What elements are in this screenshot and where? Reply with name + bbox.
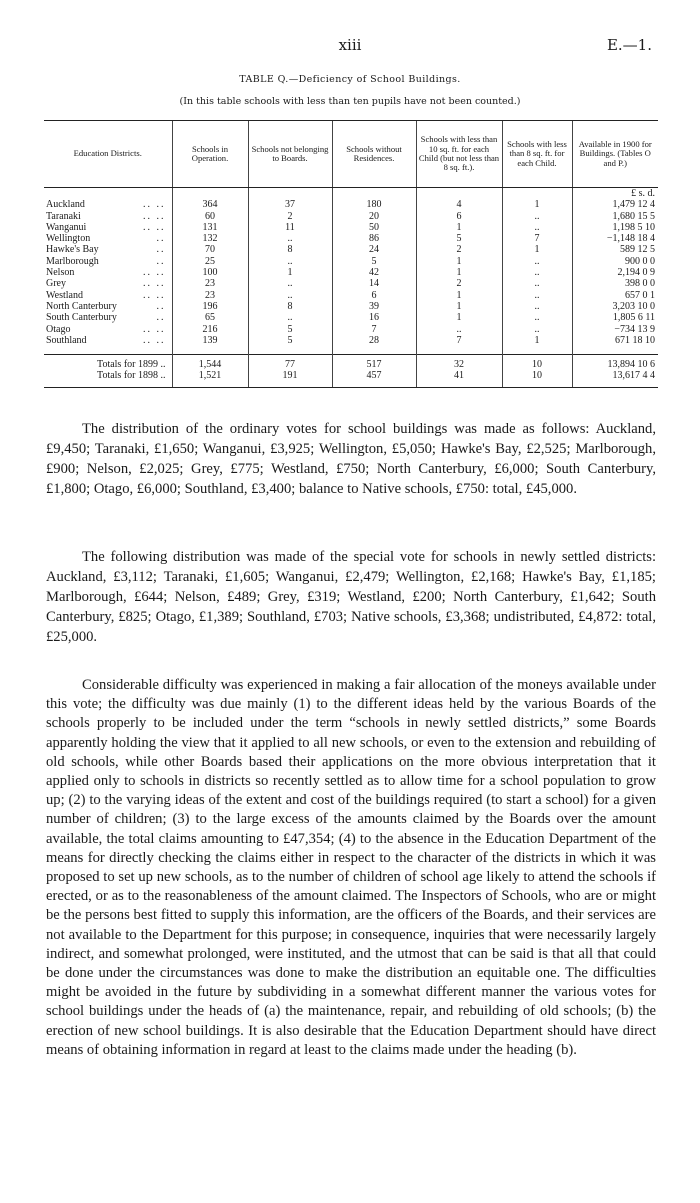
cell-l10: 1 [416, 256, 502, 267]
district-name: Auckland [46, 199, 85, 211]
cell-nb: 2 [248, 211, 332, 222]
cell-op: 196 [172, 301, 248, 312]
cell-nb: .. [248, 278, 332, 289]
district-name: Southland [46, 334, 87, 346]
page-number: xiii [338, 36, 362, 54]
cell-l10: 1 [416, 290, 502, 301]
cell-l8: .. [502, 278, 572, 289]
table-row [44, 211, 658, 222]
cell-op: 139 [172, 335, 248, 355]
leader-dots: .. .. [143, 323, 166, 335]
cell-nb: .. [248, 233, 332, 244]
cell-l8: .. [502, 324, 572, 335]
cell-nb: 1 [248, 267, 332, 278]
currency-header-row [44, 188, 658, 200]
cell-op: 23 [172, 278, 248, 289]
table-row [44, 290, 658, 301]
table-title: TABLE Q.—Deficiency of School Buildings. [239, 74, 461, 85]
cell-nr: 39 [332, 301, 416, 312]
table-row [44, 256, 658, 267]
leader-dots: .. [156, 233, 166, 245]
column-header: Schools in Operation. [172, 121, 248, 188]
cell-l10: 4 [416, 199, 502, 210]
cell-op: 70 [172, 244, 248, 255]
paragraph-special-vote: The following distribution was made of the special vote for schools in newly settled districts: Auckland, £3,112; Taranaki, £1,605; Wanganui, £2,479; Wellington, £2,168; Hawke's Bay, £1,185; Marlborough, £644; Nelson, £489; Grey, £319; Westland, £200; North Canterbury, £1,642; South Canterbury, £825; Otago, £1,389; Southland, £703; Native schools, £3,368; undistributed, £4,872: total, £25,000. [46, 549, 656, 645]
district-name: Wellington [46, 233, 91, 245]
table-row [44, 199, 658, 210]
cell-avail: 900 0 0 [572, 256, 658, 267]
table-row [44, 301, 658, 312]
cell-nr: 24 [332, 244, 416, 255]
district-name: North Canterbury [46, 300, 117, 312]
cell-avail: 1,198 5 10 [572, 222, 658, 233]
total-nb: 191 [248, 370, 332, 387]
leader-dots: .. .. [143, 267, 166, 279]
cell-l10: 5 [416, 233, 502, 244]
totals-row [44, 370, 658, 387]
cell-l10: .. [416, 324, 502, 335]
column-header: Schools without Residences. [332, 121, 416, 188]
cell-l10: 1 [416, 267, 502, 278]
cell-op: 132 [172, 233, 248, 244]
district-name: Otago [46, 323, 71, 335]
cell-l8: .. [502, 267, 572, 278]
cell-avail: 589 12 5 [572, 244, 658, 255]
currency-units: £ s. d. [572, 188, 658, 200]
cell-op: 131 [172, 222, 248, 233]
cell-nb: 8 [248, 244, 332, 255]
cell-nr: 50 [332, 222, 416, 233]
cell-l8: 1 [502, 199, 572, 210]
total-l10: 32 [416, 355, 502, 371]
cell-nb: .. [248, 312, 332, 323]
document-reference: E.—1. [606, 36, 652, 54]
table-header-row [44, 121, 658, 188]
leader-dots: .. [156, 312, 166, 324]
table-row [44, 267, 658, 278]
leader-dots: .. [156, 300, 166, 312]
total-avail: 13,894 10 6 [572, 355, 658, 371]
totals-label: Totals for 1899 .. [44, 355, 172, 371]
cell-nr: 6 [332, 290, 416, 301]
cell-l10: 7 [416, 335, 502, 355]
cell-nb: .. [248, 290, 332, 301]
cell-avail: 657 0 1 [572, 290, 658, 301]
column-header: Schools not belonging to Boards. [248, 121, 332, 188]
table-row [44, 222, 658, 233]
cell-avail: 3,203 10 0 [572, 301, 658, 312]
table-row [44, 335, 658, 355]
totals-row [44, 355, 658, 371]
total-l8: 10 [502, 355, 572, 371]
cell-l10: 1 [416, 301, 502, 312]
total-l10: 41 [416, 370, 502, 387]
column-header: Schools with less than 8 sq. ft. for each Child. [502, 121, 572, 188]
cell-avail: 398 0 0 [572, 278, 658, 289]
leader-dots: .. [156, 244, 166, 256]
total-avail: 13,617 4 4 [572, 370, 658, 387]
cell-l10: 1 [416, 222, 502, 233]
cell-op: 216 [172, 324, 248, 335]
deficiency-table [44, 120, 658, 388]
column-header: Education Districts. [44, 121, 172, 188]
table-row [44, 278, 658, 289]
cell-op: 65 [172, 312, 248, 323]
district-name: Hawke's Bay [46, 244, 99, 256]
paragraph-difficulty: Considerable difficulty was experienced in making a fair allocation of the moneys available under this vote; the difficulty was due mainly (1) to the different ideas held by the various Boards of the schools properly to be included under the term “schools in newly settled districts,” some Boards apparently holding the view that it applied to all new schools, or even to the extension and rebuilding of old schools, while other Boards based their applications on the more obvious interpretation that it applied only to schools in districts so recently settled as to allow time for a school population to grow up; (2) to the varying ideas of the extent and cost of the buildings required (to start a school) for a given number of children; (3) to the large excess of the amounts claimed by the Boards over the amount available, the total claims amounting to £47,354; (4) to the absence in the Education Department of the means for directly checking the claims either in respect to the character of the districts in which it was proposed to set up new schools, as to the number of children of school age likely to attend the schools if erected, or as to the reasonableness of the amount claimed. The Inspectors of Schools, who are or might be the persons best fitted to supply this information, are the officers of the Boards, and their services are not available to the Department for this purpose; in consequence, inquiries that were necessarily largely indirect, and somewhat prolonged, were instituted, and the utmost that can be said is that all that could be done under the circumstances was done to make the distribution an equitable one. The difficulties might be avoided in the future by subdividing in a somewhat different manner the various votes for school buildings under the heads of (a) the maintenance, repair, and rebuilding of old schools; (b) the erection of new school buildings. It is also desirable that the Education Department should have direct means of obtaining information in regard at least to the claims made under the heading (b). [46, 677, 656, 1058]
leader-dots: .. .. [143, 210, 166, 222]
leader-dots: .. [156, 255, 166, 267]
cell-l8: .. [502, 256, 572, 267]
cell-nb: .. [248, 256, 332, 267]
cell-nr: 86 [332, 233, 416, 244]
table-row [44, 312, 658, 323]
cell-nb: 5 [248, 324, 332, 335]
cell-l8: 1 [502, 244, 572, 255]
cell-nr: 180 [332, 199, 416, 210]
cell-nr: 28 [332, 335, 416, 355]
cell-avail: −734 13 9 [572, 324, 658, 335]
cell-l8: 7 [502, 233, 572, 244]
district-name: Taranaki [46, 210, 81, 222]
cell-nb: 5 [248, 335, 332, 355]
cell-l8: .. [502, 211, 572, 222]
cell-l10: 2 [416, 244, 502, 255]
district-name: Grey [46, 278, 66, 290]
total-l8: 10 [502, 370, 572, 387]
page-header [0, 36, 700, 58]
district-name: Wanganui [46, 221, 87, 233]
table-subtitle: (In this table schools with less than ten pupils have not been counted.) [179, 96, 521, 107]
cell-op: 364 [172, 199, 248, 210]
cell-avail: 671 18 10 [572, 335, 658, 355]
cell-op: 100 [172, 267, 248, 278]
cell-avail: 1,805 6 11 [572, 312, 658, 323]
district-name: South Canterbury [46, 312, 117, 324]
leader-dots: .. .. [143, 221, 166, 233]
cell-nb: 37 [248, 199, 332, 210]
cell-op: 23 [172, 290, 248, 301]
leader-dots: .. .. [143, 199, 166, 211]
leader-dots: .. .. [143, 334, 166, 346]
cell-l8: .. [502, 222, 572, 233]
cell-l8: .. [502, 312, 572, 323]
cell-nr: 20 [332, 211, 416, 222]
cell-nr: 7 [332, 324, 416, 335]
district-name: Westland [46, 289, 83, 301]
table-row [44, 244, 658, 255]
total-nb: 77 [248, 355, 332, 371]
cell-nr: 5 [332, 256, 416, 267]
cell-l8: .. [502, 301, 572, 312]
cell-l8: 1 [502, 335, 572, 355]
district-name: Nelson [46, 267, 75, 279]
cell-l10: 6 [416, 211, 502, 222]
leader-dots: .. .. [143, 278, 166, 290]
cell-avail: 1,479 12 4 [572, 199, 658, 210]
cell-nb: 11 [248, 222, 332, 233]
district-name: Marlborough [46, 255, 99, 267]
cell-op: 60 [172, 211, 248, 222]
total-nr: 457 [332, 370, 416, 387]
total-op: 1,544 [172, 355, 248, 371]
cell-nr: 14 [332, 278, 416, 289]
total-op: 1,521 [172, 370, 248, 387]
cell-nb: 8 [248, 301, 332, 312]
paragraph-ordinary-votes: The distribution of the ordinary votes for school buildings was made as follows: Auckland, £9,450; Taranaki, £1,650; Wanganui, £3,925; Wellington, £5,050; Hawke's Bay, £2,525; Marlborough, £900; Nelson, £2,025; Grey, £775; Westland, £750; North Canterbury, £6,000; South Canterbury, £1,800; Otago, £6,000; Southland, £3,400; balance to Native schools, £750: total, £45,000. [46, 421, 656, 497]
cell-nr: 16 [332, 312, 416, 323]
cell-nr: 42 [332, 267, 416, 278]
cell-op: 25 [172, 256, 248, 267]
cell-l10: 2 [416, 278, 502, 289]
column-header: Available in 1900 for Buildings. (Tables O and P.) [572, 121, 658, 188]
total-nr: 517 [332, 355, 416, 371]
totals-label: Totals for 1898 .. [44, 370, 172, 387]
table-row [44, 233, 658, 244]
cell-avail: 1,680 15 5 [572, 211, 658, 222]
cell-avail: 2,194 0 9 [572, 267, 658, 278]
cell-l8: .. [502, 290, 572, 301]
cell-l10: 1 [416, 312, 502, 323]
cell-avail: −1,148 18 4 [572, 233, 658, 244]
table-row [44, 324, 658, 335]
leader-dots: .. .. [143, 289, 166, 301]
column-header: Schools with less than 10 sq. ft. for each Child (but not less than 8 sq. ft.). [416, 121, 502, 188]
